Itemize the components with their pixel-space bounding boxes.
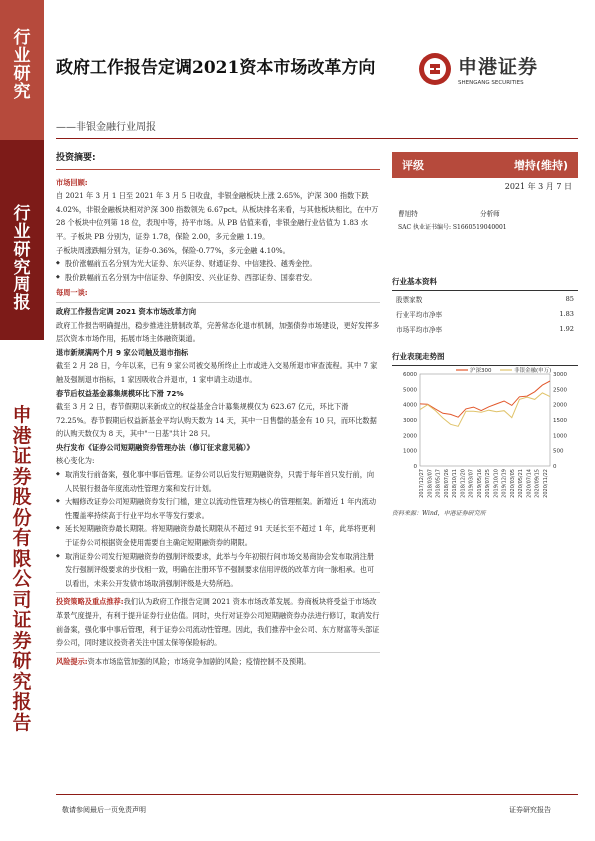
topic-title: 春节后权益基金募集规模环比下滑 72% bbox=[56, 388, 184, 398]
y-left-tick-label: 0 bbox=[413, 464, 417, 470]
y-right-tick-label: 1500 bbox=[553, 418, 567, 424]
trend-title: 行业表现走势图 bbox=[392, 351, 578, 366]
trend-chart bbox=[392, 366, 578, 514]
topic-text: 政府工作报告明确提出，稳步推进注册制改革，完善常态化退市机制，加强债券市场建设，更好发挥多层次资本市场作用，拓展市场主体融资渠道。 bbox=[56, 320, 380, 344]
sidebar-company-band bbox=[0, 340, 44, 734]
table-row bbox=[392, 306, 578, 321]
row-value: 1.83 bbox=[559, 309, 574, 318]
industry-trend bbox=[392, 351, 578, 514]
sidebar-char: 研 bbox=[13, 63, 31, 84]
section-divider bbox=[56, 592, 380, 593]
sub-sector-weekly-text: 子板块周涨跌幅分别为，证券-0.36%，保险-0.77%，多元金融 4.10%。 bbox=[56, 245, 290, 255]
y-right-tick-label: 2000 bbox=[553, 402, 567, 409]
sac-number: S1660519040001 bbox=[452, 224, 507, 231]
y-right-tick-label: 0 bbox=[553, 464, 557, 470]
strategy-label: 投资策略及重点推荐: bbox=[56, 597, 124, 607]
row-label: 市场平均市净率 bbox=[396, 325, 443, 334]
y-right-tick-label: 3000 bbox=[553, 372, 567, 378]
sidebar-char: 证 bbox=[12, 609, 32, 632]
logo-english-name: SHENGANG SECURITIES bbox=[458, 80, 524, 86]
table-row bbox=[392, 321, 578, 336]
sidebar-char: 申 bbox=[12, 404, 32, 426]
legend-label: 沪深300 bbox=[470, 368, 492, 374]
sidebar-char: 报 bbox=[12, 691, 32, 714]
y-right-tick-label: 1000 bbox=[553, 433, 567, 440]
risk-paragraph bbox=[56, 655, 380, 669]
sidebar-char: 究 bbox=[12, 670, 32, 693]
row-value: 1.92 bbox=[559, 324, 574, 333]
list-item: ◆ 股价涨幅前五名分别为光大证券、东兴证券、财通证券、中信建投、越秀金控。 bbox=[56, 257, 380, 271]
list-item: ◆ 取消发行前备案，强化事中事后管理。证券公司以后发行短期融资券，只需于每年首只发行前，向人民银行报备年度流动性管理方案和发行计划。 bbox=[56, 468, 380, 495]
x-tick-label: 2017/12/27 bbox=[419, 469, 425, 498]
x-tick-label: 2018/10/11 bbox=[452, 469, 459, 498]
list-item: ◆ 延长短期融资券最长期限。将短期融资券最长期限从不超过 91 天延长至不超过 1 年，此举将更利于证券公司根据资金使用需要自主确定短期融资券的期限。 bbox=[56, 522, 380, 549]
sidebar-char: 行 bbox=[13, 204, 31, 224]
sidebar-char: 限 bbox=[12, 547, 32, 570]
analyst-info bbox=[392, 208, 578, 234]
x-tick-label: 2018/07/26 bbox=[443, 469, 450, 498]
section-divider bbox=[56, 302, 380, 303]
sidebar-char: 业 bbox=[13, 45, 31, 66]
y-left-tick-label: 3000 bbox=[403, 418, 417, 424]
topic-text: 截至 2 月 28 日，今年以来，已有 9 家公司被交易所终止上市或进入交易所退市审查流程。其中 7 家触及强制退市指标，1 家因吸收合并退市，1 家申请主动退市。 bbox=[56, 361, 378, 384]
report-date: 2021 年 3 月 7 日 bbox=[504, 182, 572, 191]
sidebar-char: 券 bbox=[12, 465, 32, 488]
weekly-talk-label: 每周一谈: bbox=[56, 288, 88, 298]
summary-heading: 投资摘要: bbox=[56, 152, 380, 170]
x-tick-label: 2020/09/15 bbox=[534, 469, 541, 498]
header-divider bbox=[56, 138, 578, 139]
list-item: ◆ 取消证券公司发行短期融资券的强制评级要求，此举与今年初银行间市场交易商协会发布取消注册发行强制评级要求的步伐相一致，明确在注册环节不强制要求信用评级的改革方向一脉相承。也可以看出，未来公开发债市场取消强制评级是大势所趋。 bbox=[56, 550, 380, 591]
analyst-name: 曹旭特 bbox=[398, 210, 418, 218]
sidebar-char: 有 bbox=[12, 527, 32, 550]
legend-label: 非银金融(申万) bbox=[514, 368, 552, 374]
y-left-tick-label: 2000 bbox=[403, 433, 417, 440]
report-title: 政府工作报告定调2021资本市场改革方向 bbox=[56, 58, 376, 78]
x-tick-label: 2020/07/14 bbox=[526, 469, 533, 498]
company-logo bbox=[418, 48, 578, 90]
topic-lead: 核心变化为: bbox=[56, 456, 95, 466]
sac-label: SAC 执业证书编号: bbox=[398, 224, 451, 231]
y-left-tick-label: 5000 bbox=[403, 387, 417, 394]
plot-frame bbox=[420, 374, 550, 466]
strategy-text: 我们认为政府工作报告定调 2021 资本市场改革发展。券商板块将受益于市场改革景气度提升，有利于提升证券行业估值。同时，央行对证券公司短期融资券办法进行修订，取消发行前备案，强化事中事后管理，利于证券公司流动性管理。因此，我们推荐中金公司、东方财富等头部证券公司，同时建议投资者关注中国太保等保险标的。 bbox=[56, 597, 380, 648]
sidebar-char: 报 bbox=[13, 293, 31, 314]
row-value: 85 bbox=[565, 294, 574, 303]
y-left-tick-label: 6000 bbox=[403, 372, 417, 378]
y-left-tick-label: 1000 bbox=[403, 448, 417, 455]
footer-report-type: 证券研究报告 bbox=[509, 806, 551, 814]
series-line-hs300 bbox=[420, 381, 550, 417]
x-tick-label: 2018/05/17 bbox=[435, 469, 442, 498]
trend-chart-svg bbox=[392, 366, 578, 514]
sidebar-char: 券 bbox=[12, 629, 32, 652]
sidebar-char: 公 bbox=[12, 568, 32, 591]
summary-section bbox=[56, 152, 380, 668]
sidebar-char: 司 bbox=[12, 588, 32, 611]
sidebar-char: 港 bbox=[12, 424, 32, 447]
market-review-text: 自 2021 年 3 月 1 日至 2021 年 3 月 5 日收盘，非银金融板块上涨 2.65%，沪深 300 指数下跌 4.02%，非银金融板块相对沪深 300 指数领先 6.67pct。从板块排名来看，与其他板块相比，在中万 28 个板块中位列第 18 位，表现中等，持平市场。从 PB 估值来看，非银金融行业估值为 1.83 水平。子板块 PB 分别为，证券 1.78，保险 2.00，多元金融 1.19。 bbox=[56, 191, 379, 241]
topic-title: 政府工作报告定调 2021 资本市场改革方向 bbox=[56, 306, 197, 316]
section-divider bbox=[56, 652, 380, 653]
x-tick-label: 2020/05/21 bbox=[518, 469, 525, 498]
logo-chinese-name: 申港证券 bbox=[458, 56, 539, 78]
analyst-sac bbox=[392, 221, 578, 234]
row-label: 股票家数 bbox=[396, 295, 423, 304]
x-tick-label: 2018/12/20 bbox=[460, 469, 467, 498]
x-tick-label: 2019/12/19 bbox=[501, 469, 508, 498]
analyst-role: 分析师 bbox=[480, 210, 500, 218]
y-right-tick-label: 2500 bbox=[553, 387, 567, 394]
sidebar-char: 究 bbox=[13, 257, 31, 278]
x-tick-label: 2020/03/05 bbox=[509, 469, 516, 498]
top-bottom-list bbox=[56, 257, 380, 284]
footer-disclaimer: 敬请参阅最后一页免责声明 bbox=[62, 806, 146, 814]
list-item: ◆ 大幅修改证券公司短期融资券发行门槛，建立以流动性管理为核心的管理框架。新增近 1 年内流动性覆盖率持续高于行业平均水平等发行要求。 bbox=[56, 495, 380, 522]
list-item: ◆ 股价跌幅前五名分别为中信证券、华创阳安、兴业证券、西部证券、国泰君安。 bbox=[56, 271, 380, 285]
y-left-tick-label: 4000 bbox=[403, 402, 417, 409]
sidebar-char: 告 bbox=[12, 711, 32, 734]
sidebar-char: 研 bbox=[13, 239, 31, 260]
market-review-label: 市场回顾: bbox=[56, 177, 88, 187]
sidebar-char: 行 bbox=[13, 28, 31, 48]
row-label: 行业平均市净率 bbox=[396, 310, 443, 319]
rating-label: 评级 bbox=[402, 159, 424, 172]
risk-label: 风险提示: bbox=[56, 656, 88, 666]
industry-basic-data bbox=[392, 276, 578, 336]
topic-title: 央行发布《证券公司短期融资券管理办法（修订征求意见稿）》 bbox=[56, 442, 254, 452]
table-row bbox=[392, 291, 578, 306]
sidebar-char: 股 bbox=[12, 486, 32, 509]
sidebar-category-band bbox=[0, 0, 44, 140]
logo-emblem-icon bbox=[418, 52, 452, 86]
series-line-nonbank bbox=[420, 393, 550, 426]
chart-source: 资料来源：Wind，申港证券研究所 bbox=[392, 510, 486, 517]
x-tick-label: 2019/03/07 bbox=[468, 469, 475, 498]
footer-divider bbox=[56, 794, 578, 795]
x-tick-label: 2018/03/07 bbox=[427, 469, 434, 498]
sidebar-report-type-band bbox=[0, 140, 44, 340]
topic-title: 退市新规满两个月 9 家公司触及退市指标 bbox=[56, 347, 189, 357]
strategy-paragraph bbox=[56, 595, 380, 649]
sidebar-char: 业 bbox=[13, 221, 31, 242]
x-tick-label: 2019/07/25 bbox=[485, 469, 492, 498]
rating-banner bbox=[392, 152, 578, 178]
y-right-tick-label: 500 bbox=[553, 448, 564, 455]
basic-data-title: 行业基本资料 bbox=[392, 276, 578, 291]
sidebar-char: 份 bbox=[12, 506, 32, 529]
sidebar-char: 研 bbox=[12, 650, 32, 673]
topic-text: 截至 3 月 2 日，春节假期以来新成立的权益基金合计募集规模仅为 623.67 亿元，环比下滑 72.25%。春节假期后权益新基金平均认购天数为 14 天，其中一日售罄的基金有 10 只，而环比数据的认购天数仅为 8 天，其中"一日基"共计 28 只。 bbox=[56, 402, 377, 439]
x-tick-label: 2020/11/22 bbox=[543, 469, 549, 498]
x-tick-label: 2019/10/10 bbox=[493, 469, 500, 498]
sidebar-char: 证 bbox=[12, 445, 32, 468]
risk-text: 资本市场监管加强的风险；市场竞争加剧的风险；疫情控制不及预期。 bbox=[87, 656, 311, 666]
rating-value: 增持(维持) bbox=[513, 159, 568, 172]
core-changes-list bbox=[56, 468, 380, 590]
x-tick-label: 2019/05/16 bbox=[476, 469, 483, 498]
sidebar-char: 究 bbox=[13, 81, 31, 102]
sidebar-char: 周 bbox=[13, 275, 31, 296]
report-subtitle: ——非银金融行业周报 bbox=[56, 122, 156, 133]
